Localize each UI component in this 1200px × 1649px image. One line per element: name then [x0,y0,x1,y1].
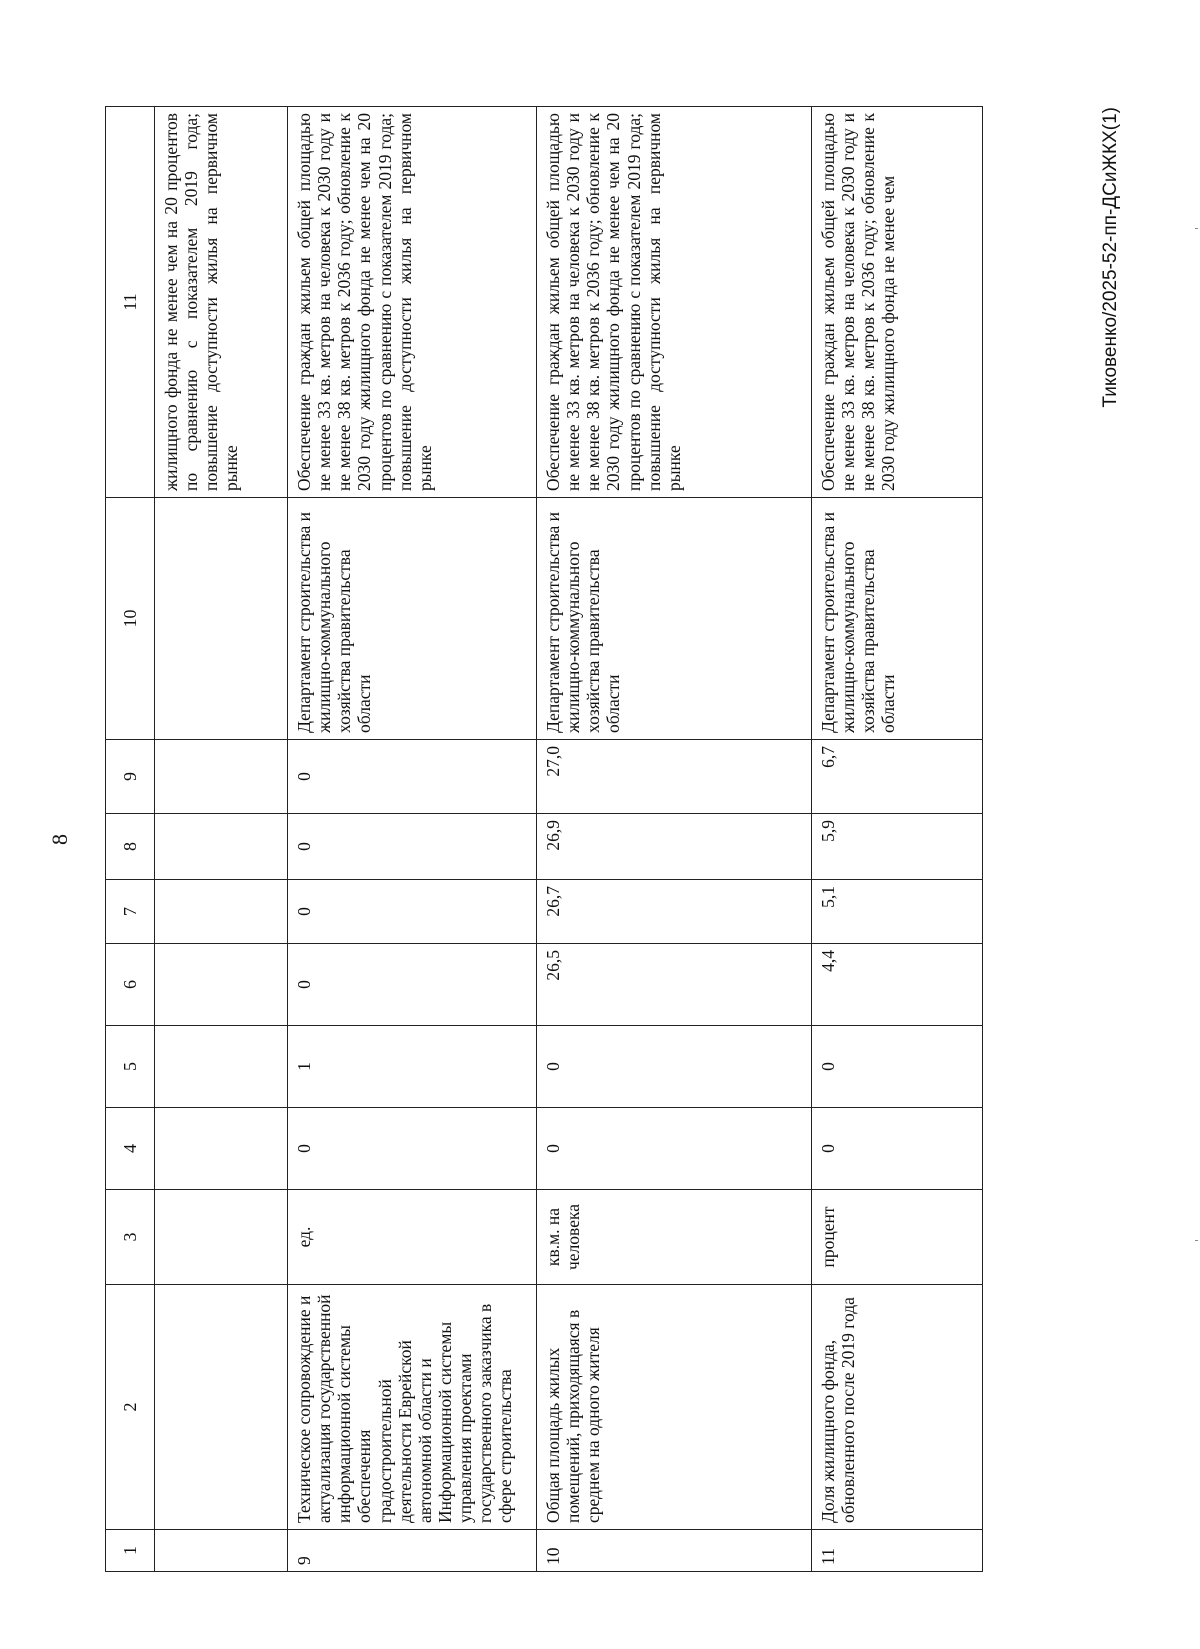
goal-text: Обеспечение граждан жильем общей площадью не менее 33 кв. метров на человека к 2030 году и не менее 38 кв. метров к 2036 году; обновление к 2030 году жилищного фонда не менее чем на 20 процентов по сравнению с показателем 2019 года; повышение доступности жилья на первичном рынке [537,107,812,498]
unit: процент [812,1190,983,1285]
value-col-8: 26,9 [537,814,812,880]
column-number-row [106,107,155,1572]
value-col-5: 1 [288,1026,537,1108]
indicator-name: Общая площадь жилых помещений, приходящаяся в среднем на одного жителя [537,1285,812,1530]
value-col-9: 0 [288,740,537,814]
table-row-continuation [155,107,288,1572]
value-col-6: 0 [288,944,537,1026]
column-header: 10 [106,498,155,740]
document-footer: Тиковенко/2025-52-пп-ДСиЖКХ(1) [1100,107,1121,408]
table-row [812,107,983,1572]
value-col-9: 27,0 [537,740,812,814]
scan-mark [1195,228,1198,229]
responsible-body: Департамент строительства и жилищно-коммунального хозяйства правительства области [812,498,983,740]
value-col-4: 0 [812,1108,983,1190]
value-col-4: 0 [288,1108,537,1190]
value-col-7: 5,1 [812,880,983,944]
column-header: 4 [106,1108,155,1190]
column-header: 6 [106,944,155,1026]
value-col-9: 6,7 [812,740,983,814]
column-header: 5 [106,1026,155,1108]
value-col-6: 26,5 [537,944,812,1026]
value-col-7: 0 [288,880,537,944]
value-col-8: 5,9 [812,814,983,880]
value-col-5: 0 [537,1026,812,1108]
value-col-6: 4,4 [812,944,983,1026]
column-header: 11 [106,107,155,498]
value-col-5: 0 [812,1026,983,1108]
row-number: 9 [288,1530,537,1572]
row-number: 10 [537,1530,812,1572]
column-header: 7 [106,880,155,944]
goal-text: Обеспечение граждан жильем общей площадью не менее 33 кв. метров на человека к 2030 году и не менее 38 кв. метров к 2036 году; обновление к 2030 году жилищного фонда не менее чем [812,107,983,498]
goal-text: Обеспечение граждан жильем общей площадью не менее 33 кв. метров на человека к 2030 году и не менее 38 кв. метров к 2036 году; обновление к 2030 году жилищного фонда не менее чем на 20 процентов по сравнению с показателем 2019 года; повышение доступности жилья на первичном рынке [288,107,537,498]
scan-mark [1195,1240,1198,1241]
value-col-4: 0 [537,1108,812,1190]
unit: ед. [288,1190,537,1285]
responsible-body: Департамент строительства и жилищно-коммунального хозяйства правительства области [537,498,812,740]
indicators-table [105,106,983,1572]
rotated-page-content [47,107,1121,1572]
unit: кв.м. на человека [537,1190,812,1285]
column-header: 8 [106,814,155,880]
value-col-7: 26,7 [537,880,812,944]
column-header: 9 [106,740,155,814]
table-row [537,107,812,1572]
column-header: 1 [106,1530,155,1572]
indicator-name: Техническое сопровождение и актуализация государственной информационной системы обеспечения градостроительной деятельности Еврейской автономной области и Информационной системы управления проектами государственного заказчика в сфере строительства [288,1285,537,1530]
table-row [288,107,537,1572]
row-number: 11 [812,1530,983,1572]
column-header: 3 [106,1190,155,1285]
column-header: 2 [106,1285,155,1530]
responsible-body: Департамент строительства и жилищно-коммунального хозяйства правительства области [288,498,537,740]
value-col-8: 0 [288,814,537,880]
goal-continuation: жилищного фонда не менее чем на 20 процентов по сравнению с показателем 2019 года; повышение доступности жилья на первичном рынке [155,107,288,498]
page-number: 8 [47,834,72,845]
indicator-name: Доля жилищного фонда, обновленного после 2019 года [812,1285,983,1530]
